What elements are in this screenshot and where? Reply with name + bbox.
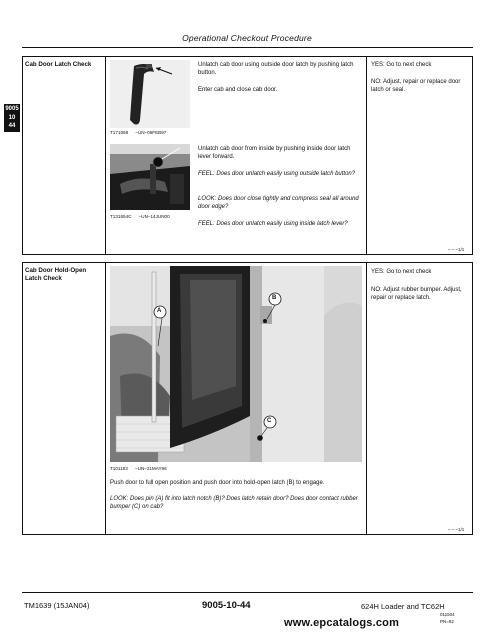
no-result-2: NO: Adjust rubber bumper. Adjust, repair or replace latch. bbox=[371, 287, 462, 302]
inside-latch-photo bbox=[110, 144, 190, 210]
callout-a: A bbox=[157, 308, 162, 314]
tab-line-2: 10 bbox=[8, 114, 16, 121]
tab-line-3: 44 bbox=[8, 123, 16, 129]
cab-door-photo bbox=[110, 266, 362, 462]
page-marker-2: – – –1/1 bbox=[448, 527, 465, 532]
door-handle-photo bbox=[110, 60, 190, 128]
caption-id: T171088 bbox=[110, 130, 129, 135]
footer-rule bbox=[22, 592, 473, 593]
yes-result-1: YES: Go to next check bbox=[371, 62, 432, 68]
hold-open-step-text: Push door to full open position and push door into hold-open latch (B) to engage. bbox=[110, 480, 325, 486]
footer-manual-id: TM1639 (15JAN04) bbox=[24, 601, 90, 610]
feel-2-text: FEEL: Does door unlatch easily using inside latch lever? bbox=[198, 221, 348, 227]
hold-open-look-text: LOOK: Does pin (A) fit into latch notch (B)? Does latch retain door? Does door contact rubber bumper (C) on cab? bbox=[110, 496, 358, 511]
section-tab bbox=[4, 104, 20, 132]
callout-c: C bbox=[267, 418, 272, 424]
caption-code: –UN–06FEB97 bbox=[135, 130, 167, 135]
section-2-label: Cab Door Hold-Open Latch Check bbox=[25, 267, 87, 282]
step-1b-text: Enter cab and close cab door. bbox=[198, 87, 278, 93]
photo-2-caption bbox=[110, 214, 170, 220]
yes-result-2: YES: Go to next check bbox=[371, 269, 432, 275]
callout-b: B bbox=[272, 295, 277, 301]
page-title: Operational Checkout Procedure bbox=[182, 33, 312, 43]
photo-3-caption bbox=[110, 466, 167, 472]
caption-id: T131654C bbox=[110, 214, 132, 219]
caption-code: –UN–14JUN00 bbox=[138, 214, 170, 219]
photo-1-caption bbox=[110, 130, 166, 136]
caption-id: T101183 bbox=[110, 466, 128, 471]
feel-1-text: FEEL: Does door unlatch easily using outside latch button? bbox=[198, 171, 356, 177]
footer-page-number: 9005-10-44 bbox=[202, 600, 251, 611]
footer-date-code: 011504 bbox=[440, 612, 455, 617]
tab-line-1: 9005 bbox=[5, 106, 19, 112]
step-2-text: Unlatch cab door from inside by pushing inside door latch lever forward. bbox=[198, 146, 351, 161]
header-rule bbox=[22, 47, 473, 48]
no-result-1: NO: Adjust, repair or replace door latch or seal. bbox=[371, 79, 461, 94]
footer-pn: PN=92 bbox=[440, 619, 454, 624]
section-1-label: Cab Door Latch Check bbox=[25, 61, 92, 68]
caption-code: –UN–21MAY96 bbox=[135, 466, 167, 471]
step-1-text: Unlatch cab door using outside door latch by pushing latch button. bbox=[198, 62, 354, 77]
footer-model: 624H Loader and TC62H bbox=[361, 602, 445, 611]
page-marker-1: – – –1/1 bbox=[448, 247, 465, 252]
watermark-url[interactable]: www.epcatalogs.com bbox=[284, 617, 400, 629]
look-1-text: LOOK: Does door close tightly and compress seal all around door edge? bbox=[198, 196, 359, 211]
